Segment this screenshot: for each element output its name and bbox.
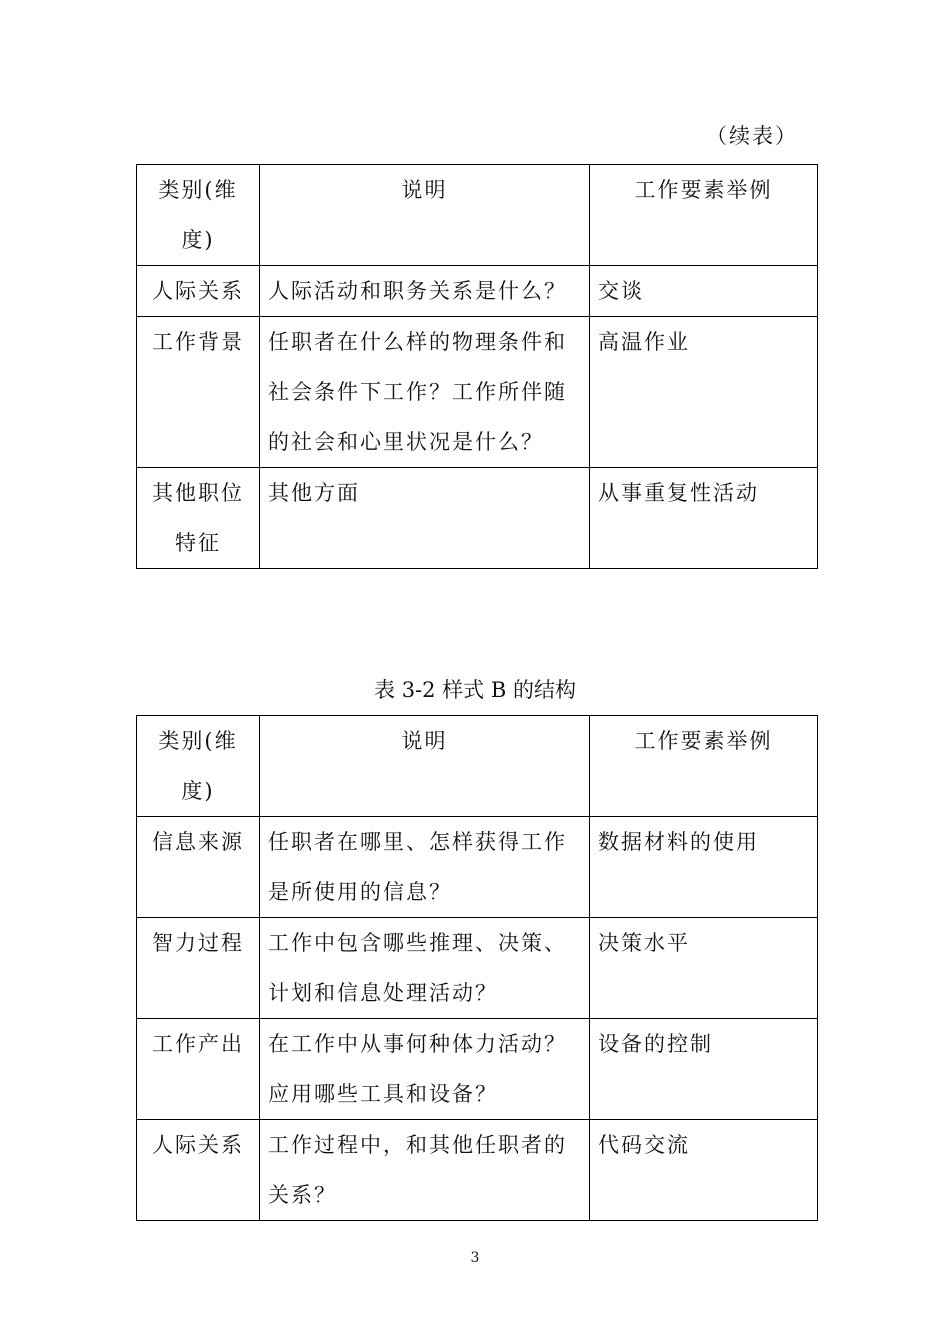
style-b-structure-table xyxy=(136,715,818,1221)
table-row xyxy=(137,817,818,918)
row-category: 智力过程 xyxy=(137,918,260,1019)
header-category: 类别(维度) xyxy=(137,716,260,817)
header-examples: 工作要素举例 xyxy=(590,716,818,817)
row-category: 人际关系 xyxy=(137,266,260,317)
table-row xyxy=(137,1120,818,1221)
continued-label: （续表） xyxy=(706,124,798,148)
table-row xyxy=(137,1019,818,1120)
table-row xyxy=(137,918,818,1019)
table-header-row xyxy=(137,716,818,817)
row-example: 交谈 xyxy=(590,266,818,317)
header-description: 说明 xyxy=(260,165,590,266)
row-example: 代码交流 xyxy=(590,1120,818,1221)
table-row xyxy=(137,266,818,317)
row-description: 在工作中从事何种体力活动？应用哪些工具和设备？ xyxy=(260,1019,590,1120)
table-row xyxy=(137,468,818,569)
page-number: 3 xyxy=(470,1250,480,1266)
header-examples: 工作要素举例 xyxy=(590,165,818,266)
row-category: 信息来源 xyxy=(137,817,260,918)
job-elements-table-continued xyxy=(136,164,818,569)
row-description: 任职者在什么样的物理条件和社会条件下工作？工作所伴随的社会和心里状况是什么？ xyxy=(260,317,590,468)
row-description: 其他方面 xyxy=(260,468,590,569)
header-category: 类别(维度) xyxy=(137,165,260,266)
row-example: 决策水平 xyxy=(590,918,818,1019)
row-category: 工作产出 xyxy=(137,1019,260,1120)
row-description: 工作中包含哪些推理、决策、计划和信息处理活动？ xyxy=(260,918,590,1019)
header-description: 说明 xyxy=(260,716,590,817)
row-example: 设备的控制 xyxy=(590,1019,818,1120)
row-example: 数据材料的使用 xyxy=(590,817,818,918)
row-description: 人际活动和职务关系是什么？ xyxy=(260,266,590,317)
row-category: 其他职位特征 xyxy=(137,468,260,569)
row-example: 高温作业 xyxy=(590,317,818,468)
row-description: 工作过程中，和其他任职者的关系？ xyxy=(260,1120,590,1221)
row-description: 任职者在哪里、怎样获得工作是所使用的信息？ xyxy=(260,817,590,918)
row-example: 从事重复性活动 xyxy=(590,468,818,569)
table-header-row xyxy=(137,165,818,266)
table-row xyxy=(137,317,818,468)
table-caption: 表 3-2 样式 B 的结构 xyxy=(374,678,576,702)
row-category: 工作背景 xyxy=(137,317,260,468)
row-category: 人际关系 xyxy=(137,1120,260,1221)
